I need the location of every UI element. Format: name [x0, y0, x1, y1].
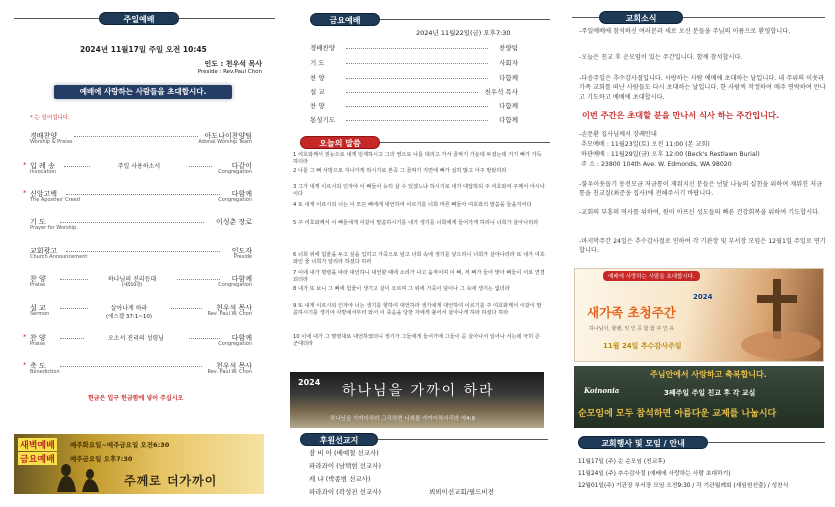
friday-label: 찬 양	[310, 102, 325, 110]
friday-label: 기 도	[310, 59, 325, 67]
stand-note	[30, 113, 70, 121]
news-item-thanksgiving: -다음주일은 추수감사절입니다. 사랑하는 사람 예배에 초대하는 날입니다. 내 주위의 이웃과 가족 교회를 떠난 사람들도 다시 초대하는 날입니다. 한 사람씩 작정하여 매주 연락하여 만나고 기도하고 예배에 초대합시다.	[579, 75, 826, 101]
order-right: 다함께	[231, 190, 252, 198]
order-sub: Invocation	[30, 169, 57, 175]
dawn-time: 매주화요일~매주금요일 오전6:30	[70, 441, 170, 449]
order-label: 설 교	[30, 304, 46, 312]
sunday-order-list	[23, 131, 252, 381]
sunday-header-rule	[14, 18, 99, 19]
friday-right: 찬양팀	[499, 44, 518, 52]
order-right: 천우석 목사	[215, 304, 252, 312]
order-mid: 오소서 진리의 성령님	[84, 333, 188, 342]
order-item-worship	[30, 131, 252, 147]
mission-org: 뵈뵈이선교회/필드비전	[429, 488, 494, 496]
sunday-header: 주일예배	[99, 12, 179, 25]
friday-label: 찬 양	[310, 74, 325, 82]
mission-header: 후원선교지	[300, 433, 378, 446]
news-highlight: 이번 주간은 초대할 분을 만나서 식사 하는 주간입니다.	[582, 110, 780, 120]
order-mid: 살아나게 하라	[88, 303, 170, 312]
order-rsub: Congregation	[218, 341, 252, 347]
verse-10: 10 이에 내가 그 명령대로 대언하였더니 생기가 그들에게 들어가매 그들이 곧 살아나서 일어나 서는데 극히 큰 군대더라	[293, 334, 540, 348]
promo-year: 2024	[693, 293, 713, 301]
order-item-announcement	[30, 246, 252, 262]
news-header-rule-right	[683, 17, 825, 18]
friday-date: 2024년 11월22일(금) 오후7:30	[416, 29, 511, 37]
order-item-benediction	[23, 361, 252, 377]
friday-right: 다함께	[499, 102, 518, 110]
verse-2: 2 나를 그 뼈 사방으로 지나가게 하시기로 본즉 그 골짜기 지면에 뼈가 심히 많고 아주 말랐더라	[293, 168, 507, 174]
word-header: 오늘의 말씀	[300, 136, 380, 149]
news-item-group: -오늘은 친교 후 순모임이 있는 주간입니다. 함께 참석합시다.	[579, 54, 743, 61]
order-right: 이성춘 장로	[215, 218, 252, 226]
friday-item	[310, 58, 518, 72]
draw-near-year: 2024	[298, 378, 321, 387]
news-item-coins: -불우이웃돕기 동전모금 저금통이 재워지신 분들은 넌달 나눔의 실천을 위하여 재워진 저금통을 친교실(최준웅 집사)에 전해주시기 바랍니다.	[579, 181, 823, 198]
events-header: 교회행사 및 모임 / 안내	[578, 436, 708, 449]
sunday-invite-banner	[54, 85, 232, 99]
funeral-line-1: 추모예배 : 11월23일(토) 오전 11:00 (본 교회)	[581, 141, 710, 148]
order-dots	[66, 194, 220, 195]
friday-right: 천우석 목사	[484, 88, 518, 96]
news-item-meeting: -마지막주간 24일은 추수감사절로 인하여 각 기관장 및 부서장 모임은 12월1일 주일로 연기합니다.	[579, 238, 826, 255]
order-item-praise	[30, 274, 252, 290]
friday-item	[310, 73, 518, 87]
draw-near-sub: 하나님을 가까이하라 그리하면 너희를 가까이하시리라 약4:8	[330, 416, 476, 422]
order-right: 다함께	[231, 275, 252, 283]
news-item-prayer: -교회의 부흥의 역사를 위하여, 원이 아프신 성도들의 빠른 건강회복을 위하여 기도합시다.	[579, 209, 821, 216]
order-sub: Praise	[30, 282, 46, 288]
news-header: 교회소식	[599, 11, 683, 24]
order-item-sermon	[30, 303, 252, 319]
stand-mark: *	[23, 189, 27, 197]
koinonia-line2: 3째주일 주일 친교 후 각 교실	[664, 389, 756, 397]
mission-name: 파라과이 (곽성진 선교사)	[309, 488, 381, 496]
event-item-3: 12월01일(주) 기관장 부서장 모임 오전9:30 / 각 기관월례회 (새임원선출) / 성찬식	[578, 483, 789, 489]
order-rsub: Rev. Paul W. Chon	[207, 369, 252, 375]
friday-dots	[346, 92, 478, 93]
order-mid: 하나님의 진리등대	[88, 274, 176, 283]
friday-item	[310, 43, 518, 57]
stand-mark: *	[23, 161, 27, 169]
order-item-praise2	[23, 333, 252, 349]
order-rsub: Congregation	[218, 169, 252, 175]
invite-banner-text: 예배에 사랑하는 사람들을 초대합시다.	[79, 87, 207, 96]
order-label: 찬 양	[30, 275, 46, 283]
order-dots	[60, 366, 202, 367]
friday-item	[310, 115, 518, 129]
order-sub: Benediction	[30, 369, 60, 375]
friday-item	[310, 87, 518, 101]
friday-label: 설 교	[310, 88, 325, 96]
order-label: 기 도	[30, 218, 46, 226]
draw-near-title: 하나님을 가까이 하라	[342, 383, 495, 399]
hands-cross-icon	[735, 271, 824, 361]
praying-figures-icon	[52, 458, 112, 492]
order-right: 다같이	[231, 162, 252, 170]
sunday-date: 2024년 11월17일 주일 오전 10:45	[80, 45, 207, 54]
friday-header-rule	[380, 19, 550, 20]
koinonia-line3: 순모임에 모두 참석하면 아름다운 교제를 나눕시다	[578, 409, 777, 419]
friday-time: 매주금요일 오후7:30	[70, 455, 133, 463]
events-header-rule	[708, 442, 825, 443]
friday-order-list	[310, 43, 518, 123]
order-label: 교회광고	[30, 247, 58, 255]
order-right: 인도자	[231, 247, 252, 255]
mission-item: 케 냐 (박종범 선교사)	[309, 475, 371, 483]
stand-mark: *	[23, 333, 27, 341]
friday-item	[310, 101, 518, 115]
koinonia-line1: 주님안에서 사랑하고 축복합니다.	[650, 370, 767, 379]
verse-1: 1 여호와께서 권능으로 내게 임재하시고 그의 영으로 나를 데리고 가서 골짜기 가운데 두셨는데 거기 뼈가 가득하더라	[293, 152, 542, 166]
funeral-line-3: 주 소 : 23800 104th Ave. W. Edmonds, WA 98020	[581, 161, 732, 168]
order-item-invocation	[23, 161, 252, 177]
order-sub: Prayer for Worship	[30, 225, 77, 231]
mission-header-rule	[378, 439, 548, 440]
order-sub: Church Announcement	[30, 254, 88, 260]
verse-8: 8 내가 또 보니 그 뼈에 힘줄이 생기고 살이 오르며 그 위에 가죽이 덮이나 그 속에 생기는 없더라	[293, 286, 510, 292]
verse-4: 4 또 내게 이르시되 너는 이 모든 뼈에게 대언하여 이르기를 너희 마른 뼈들아 여호와의 말씀을 들을지어다	[293, 202, 532, 208]
dawn-label: 새벽예배	[18, 438, 57, 451]
order-mid: 주일 사용하소서	[90, 161, 188, 170]
offering-note: 헌금은 입구 헌금함에 넣어 주십시오	[88, 395, 184, 402]
funeral-line-2: 하관예배 : 11월29일(금) 오후 12:00 (Beck's Restlawn Burial)	[581, 151, 760, 158]
order-dots	[60, 222, 204, 223]
event-item-1: 11월17일 (주) 순 순모임 (친교후)	[578, 459, 666, 465]
stand-note-text: 는 일어섭니다.	[34, 115, 70, 121]
event-item-2: 11월24일 (주) 추수감사절 (예배에 사랑하는 사람 초대하기)	[578, 471, 731, 477]
order-sub: Praise	[30, 341, 46, 347]
stand-mark: *	[30, 115, 33, 121]
order-rsub: Adonai Worship Team	[198, 139, 252, 145]
friday-right: 다함께	[499, 116, 518, 124]
order-sub: Sermon	[30, 311, 50, 317]
order-rsub: Congregation	[218, 197, 252, 203]
friday-dots	[346, 48, 488, 49]
friday-dots	[346, 63, 488, 64]
promo-title: 새가족 초청주간	[587, 305, 676, 320]
verse-5: 5 주 여호와께서 이 뼈들에게 이같이 말씀하시기를 내가 생기를 너희에게 들어가게 하리니 너희가 살아나리라	[293, 220, 539, 226]
mission-item: 파라과이 (남택현 선교사)	[309, 462, 381, 470]
dawn-friday-banner	[14, 434, 264, 494]
friday-label: 금요예배	[18, 452, 57, 465]
order-mid2: (에스겔 37:1~10)	[106, 314, 152, 320]
banner-title: 주께로 더가까이	[124, 474, 218, 488]
order-mid2: (새510장)	[121, 283, 143, 288]
sunday-preacher: 인도 : 천우석 목사	[204, 60, 262, 68]
order-sub: The Apostles' Creed	[30, 197, 80, 203]
order-item-prayer	[30, 217, 252, 233]
verse-9: 9 또 내게 이르시되 인자야 너는 생기를 향하여 대언하라 생기에게 대언하여 이르기를 주 여호와께서 이같이 말씀하시기를 생기야 사방에서부터 와서 이 죽음을 당한 자에게 불어서 살아나게 하라 하셨다 하라	[293, 303, 542, 317]
friday-dots	[346, 78, 488, 79]
sunday-preacher-en: Preside : Rev.Paul Chon	[197, 69, 262, 75]
order-label: 입 례 송	[30, 162, 55, 170]
order-dots	[74, 136, 198, 137]
verse-6: 6 너희 위에 힘줄을 두고 살을 입히고 가죽으로 덮고 너희 속에 생기를 넣으리니 너희가 살아나리라 또 내가 여호와인 줄 너희가 알리라 하셨다 하라	[293, 252, 545, 266]
promo-top: 예배에 사랑하는 사람을 초대합시다.	[603, 271, 700, 281]
koinonia-brand: Koinonia	[584, 386, 620, 395]
friday-header: 금요예배	[310, 13, 380, 26]
order-item-creed	[23, 189, 252, 205]
order-label: 신앙고백	[30, 190, 58, 198]
stand-mark: *	[23, 361, 27, 369]
friday-dots	[346, 106, 488, 107]
sunday-header-rule-right	[179, 18, 275, 19]
promo-sub: 하나님이, 할렌, 잇 인 공 합 함 주 인 유	[589, 326, 675, 332]
promo-date: 11월 24일 추수감사주일	[603, 342, 682, 350]
order-label: 경배찬양	[30, 132, 58, 140]
word-header-rule	[380, 142, 550, 143]
order-label: 찬 양	[30, 334, 46, 342]
friday-right: 다함께	[499, 74, 518, 82]
friday-right: 사회자	[499, 59, 518, 67]
draw-near-banner	[290, 372, 544, 428]
friday-label: 통성기도	[310, 116, 336, 124]
friday-label: 경배찬양	[310, 44, 336, 52]
new-family-promo	[574, 268, 824, 362]
verse-7: 7 이에 내가 명령을 따라 대언하니 대언할 때에 소리가 나고 움직이며 이 뼈, 저 뼈가 들어 맞아 뼈들이 서로 연결되더라	[293, 270, 545, 284]
mission-item: 잠 비 아 (배예철 선교사)	[309, 449, 379, 457]
news-item-welcome: -주일예배에 참석하신 여러분과 새로 오신 분들을 주님의 이름으로 환영합니다.	[579, 28, 791, 35]
order-right: 다함께	[231, 334, 252, 342]
news-header-rule	[572, 17, 599, 18]
order-rsub: Congregation	[218, 282, 252, 288]
order-rsub: Rev. Paul W. Chon	[207, 311, 252, 317]
mission-item	[309, 486, 509, 499]
news-item-funeral: -손문환 집사님께서 장례안내	[579, 131, 657, 138]
order-dots	[66, 251, 220, 252]
order-right: 아도나이찬양팀	[204, 132, 252, 140]
order-right: 천우석 목사	[215, 362, 252, 370]
order-sub: Worship & Praise	[30, 139, 73, 145]
order-label: 축 도	[30, 362, 46, 370]
verse-3: 3 그가 내게 이르시되 인자야 이 뼈들이 능히 살 수 있겠느냐 하시기로 내가 대답하되 주 여호와여 주께서 아시나이다	[293, 184, 545, 198]
koinonia-banner	[574, 366, 824, 428]
mission-list	[309, 447, 509, 499]
friday-dots	[346, 120, 488, 121]
order-rsub: Preside	[233, 254, 252, 260]
